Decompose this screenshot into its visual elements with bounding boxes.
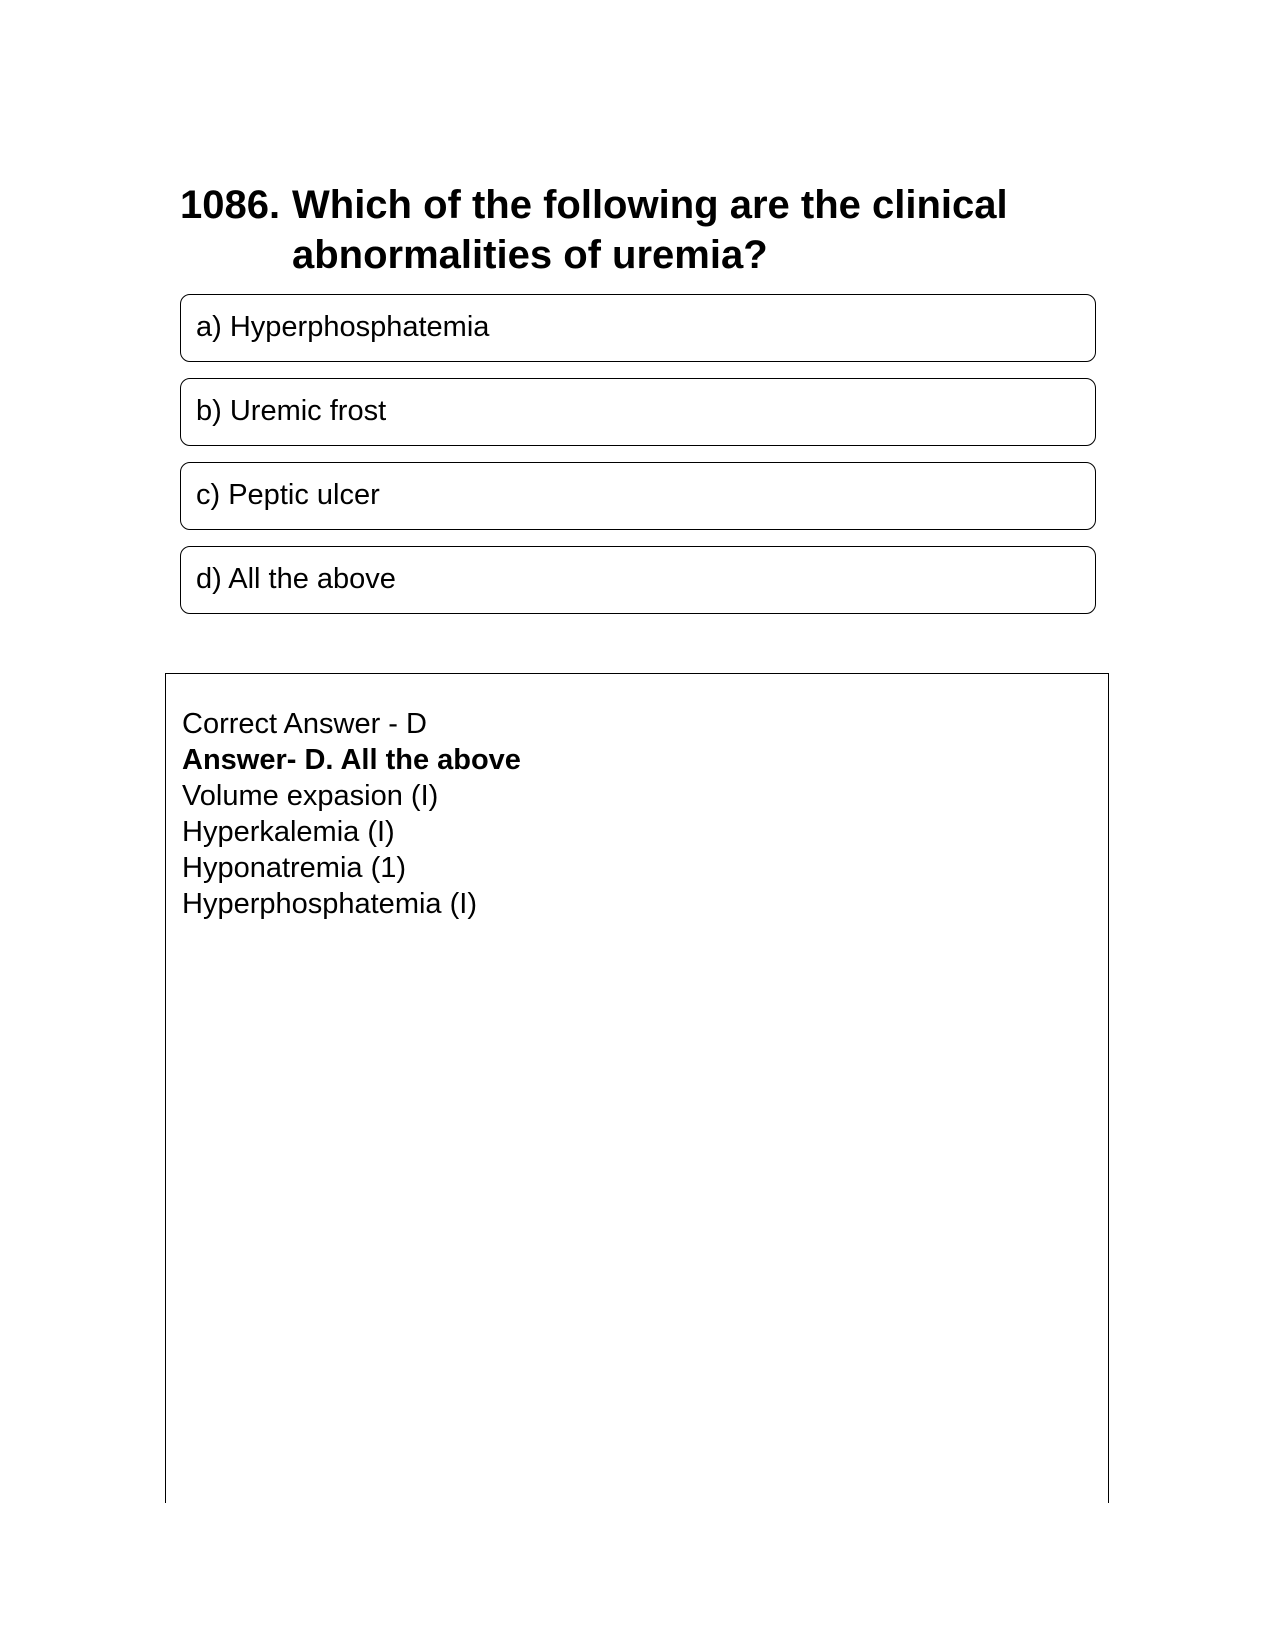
option-c[interactable] xyxy=(180,462,1096,530)
option-c-label: c) Peptic ulcer xyxy=(196,478,380,511)
option-b[interactable] xyxy=(180,378,1096,446)
explanation-line-3: Hyponatremia (1) xyxy=(182,852,407,884)
explanation-line-1: Volume expasion (I) xyxy=(182,780,439,812)
explanation-line-4: Hyperphosphatemia (I) xyxy=(182,888,477,920)
option-a-label: a) Hyperphosphatemia xyxy=(196,310,490,343)
correct-answer-line: Correct Answer - D xyxy=(182,708,427,740)
question xyxy=(180,180,1100,280)
option-a[interactable] xyxy=(180,294,1096,362)
option-d-label: d) All the above xyxy=(196,562,396,595)
answer-heading: Answer- D. All the above xyxy=(182,744,521,776)
answer-content xyxy=(182,706,521,922)
option-b-label: b) Uremic frost xyxy=(196,394,387,427)
answer-box xyxy=(165,673,1109,1503)
explanation-line-2: Hyperkalemia (I) xyxy=(182,816,395,848)
options-list xyxy=(180,294,1096,630)
question-number: 1086. xyxy=(180,183,281,227)
question-text: Which of the following are the clinical abnormalities of uremia? xyxy=(292,183,1008,277)
option-d[interactable] xyxy=(180,546,1096,614)
